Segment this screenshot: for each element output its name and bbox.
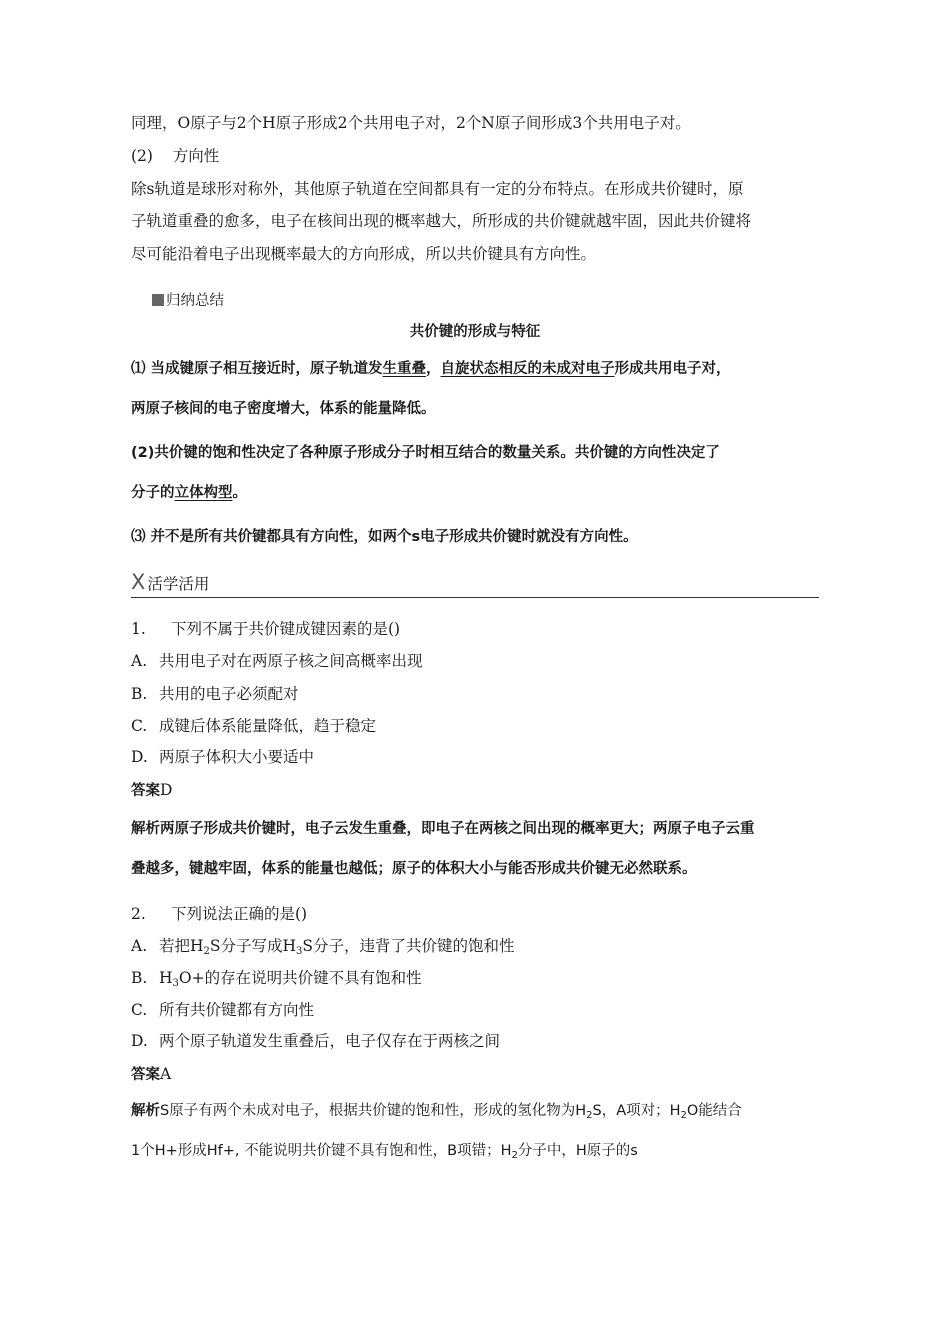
paragraph-line-3: 尽可能沿着电子出现概率最大的方向形成，所以共价键具有方向性。 — [131, 245, 597, 263]
text-span: 分子中，H原子的s — [517, 1143, 638, 1159]
option-text: 共用的电子必须配对 — [159, 685, 299, 703]
summary-point-3: ⑶ 并不是所有共价键都具有方向性，如两个s电子形成共价键时就没有方向性。 — [131, 529, 638, 545]
text-span: 1个H+形成Hf+, 不能说明共价键不具有饱和性，B项错；H — [131, 1143, 512, 1159]
subscript: 3 — [172, 978, 179, 989]
section-divider — [131, 597, 819, 598]
text-span: S原子有两个未成对电子，根据共价键的饱和性，形成的氢化物为H — [160, 1103, 587, 1119]
paragraph-line-2: 子轨道重叠的愈多，电子在核间出现的概率越大，所形成的共价键就越牢固，因此共价键将 — [131, 212, 752, 230]
square-bullet-icon — [152, 294, 164, 306]
option-d — [131, 746, 314, 768]
option-letter: C. — [131, 1001, 148, 1019]
option-text: 成键后体系能量降低，趋于稳定 — [159, 717, 377, 735]
subscript: 2 — [511, 1150, 518, 1161]
heading-directionality — [131, 145, 219, 167]
question-1-stem — [131, 618, 400, 640]
intro-line: 同理，O原子与2个H原子形成2个共用电子对，2个N原子间形成3个共用电子对。 — [131, 114, 691, 132]
text-span: S分子，违背了共价键的饱和性 — [302, 937, 515, 955]
x-section-icon: X — [131, 570, 146, 594]
heading-number: (2) — [131, 147, 153, 165]
answer-value: A — [160, 1065, 172, 1083]
subscript: 2 — [680, 1110, 687, 1121]
option-letter: C. — [131, 717, 148, 735]
heading-label: 方向性 — [172, 147, 220, 165]
option-b — [131, 967, 422, 989]
subscript: 3 — [296, 946, 303, 957]
text-span: 。 — [232, 485, 247, 501]
text-span: O能结合 — [686, 1103, 742, 1119]
answer-label: 答案 — [131, 1067, 160, 1083]
subscript: 2 — [203, 946, 210, 957]
text-span: 形成共用电子对， — [614, 361, 731, 377]
option-text: 所有共价键都有方向性 — [159, 1001, 315, 1019]
underlined-term: 生重叠 — [382, 361, 427, 377]
option-c — [131, 999, 314, 1021]
summary-tag — [152, 290, 224, 312]
question-number: 1. — [131, 620, 146, 638]
summary-tag-label: 归纳总结 — [166, 293, 224, 309]
answer-label: 答案 — [131, 783, 160, 799]
option-letter: D. — [131, 1032, 148, 1050]
option-text: 共用电子对在两原子核之间高概率出现 — [159, 652, 423, 670]
underlined-term: 自旋状态相反的未成对电子 — [440, 361, 615, 377]
analysis-1-line-2: 叠越多，键越牢固，体系的能量也越低；原子的体积大小与能否形成共价键无必然联系。 — [131, 861, 697, 877]
analysis-2 — [131, 1100, 742, 1122]
section-title: 活学活用 — [147, 575, 210, 593]
text-span: 分子的 — [131, 485, 175, 501]
analysis-text: 两原子形成共价键时，电子云发生重叠，即电子在两核之间出现的概率更大；两原子电子云重 — [160, 821, 755, 837]
question-text: 下列不属于共价键成键因素的是() — [171, 620, 401, 638]
option-d — [131, 1030, 500, 1052]
question-2-stem — [131, 903, 307, 925]
option-text: 两原子体积大小要适中 — [159, 748, 315, 766]
analysis-label: 解析 — [131, 821, 160, 837]
option-b — [131, 683, 299, 705]
answer-1 — [131, 779, 172, 802]
paragraph-line-1: 除s轨道是球形对称外，其他原子轨道在空间都具有一定的分布特点。在形成共价键时，原 — [131, 180, 744, 198]
option-letter: A. — [131, 937, 148, 955]
text-span: O+的存在说明共价键不具有饱和性 — [178, 969, 422, 987]
text-span: ， — [426, 361, 441, 377]
option-letter: A. — [131, 652, 148, 670]
section-header — [131, 571, 209, 595]
subscript: 2 — [586, 1110, 593, 1121]
option-a — [131, 650, 423, 672]
analysis-2-line-2 — [131, 1140, 638, 1162]
summary-point-1 — [131, 358, 731, 380]
option-letter: B. — [131, 685, 148, 703]
text-span: S分子写成H — [209, 937, 297, 955]
option-letter: D. — [131, 748, 148, 766]
underlined-term: 立体构型 — [174, 485, 233, 501]
summary-point-2-line-2 — [131, 482, 247, 504]
option-c — [131, 715, 376, 737]
analysis-1 — [131, 818, 755, 840]
summary-point-2: (2)共价键的饱和性决定了各种原子形成分子时相互结合的数量关系。共价键的方向性决定了 — [131, 445, 720, 461]
answer-2 — [131, 1063, 171, 1086]
text-span: S，A项对；H — [592, 1103, 681, 1119]
option-a — [131, 935, 515, 957]
answer-value: D — [160, 781, 173, 799]
option-letter: B. — [131, 969, 148, 987]
text-span: H — [159, 969, 173, 987]
question-text: 下列说法正确的是() — [171, 905, 308, 923]
analysis-label: 解析 — [131, 1103, 160, 1119]
summary-title: 共价键的形成与特征 — [409, 324, 541, 340]
text-span: 若把H — [159, 937, 204, 955]
question-number: 2. — [131, 905, 146, 923]
summary-point-1-line-2: 两原子核间的电子密度增大，体系的能量降低。 — [131, 401, 436, 417]
option-text: 两个原子轨道发生重叠后，电子仅存在于两核之间 — [159, 1032, 501, 1050]
text-span: ⑴ 当成键原子相互接近时，原子轨道发 — [131, 361, 383, 377]
